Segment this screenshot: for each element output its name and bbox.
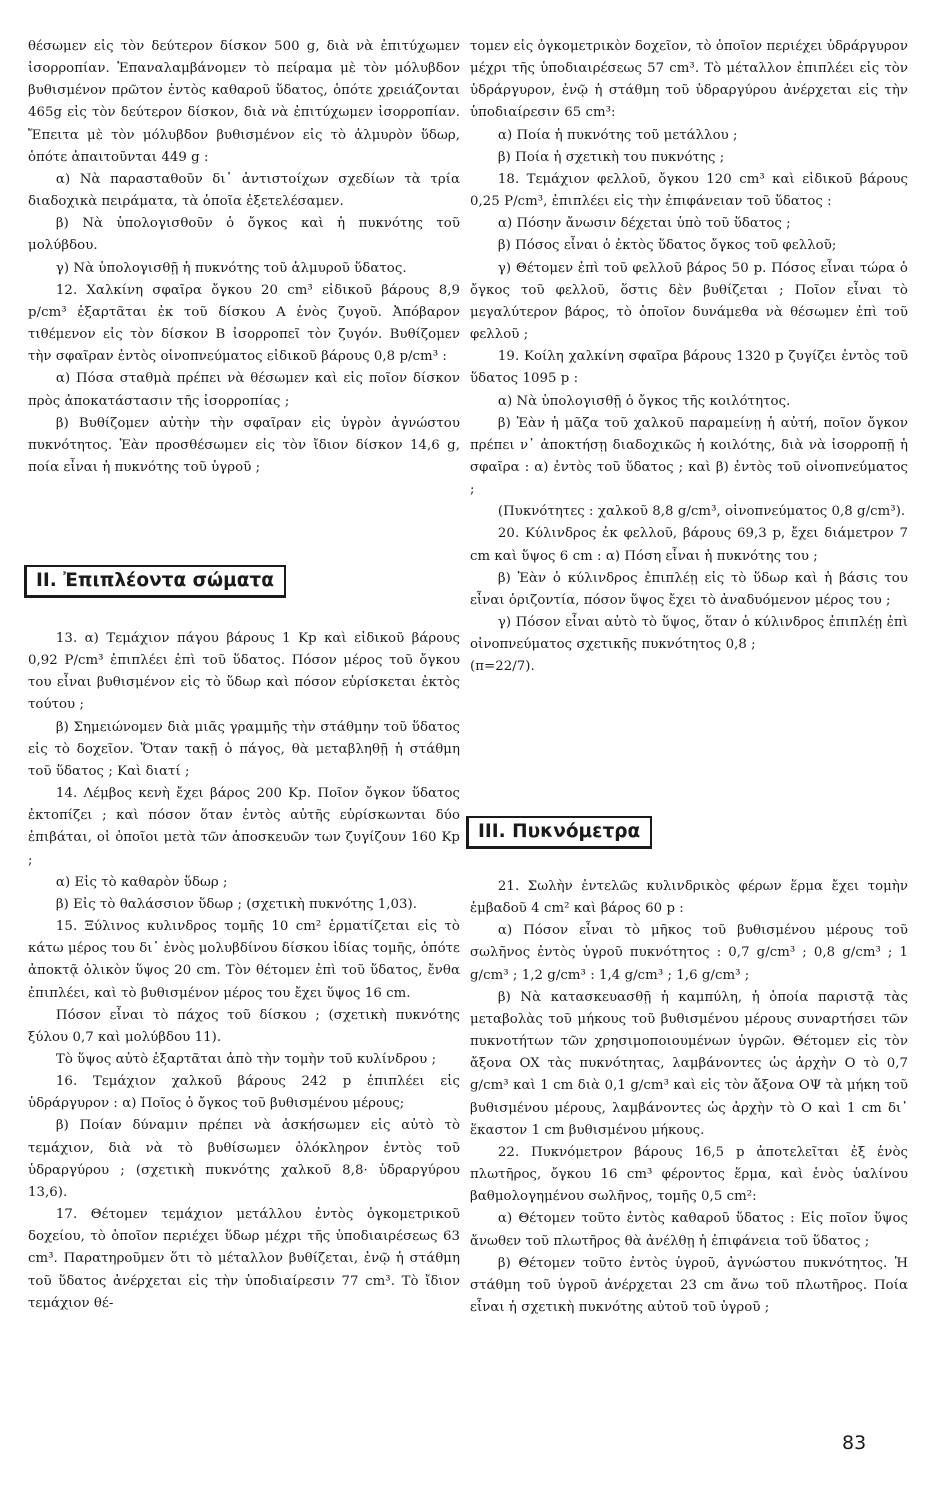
page-number: 83 [842, 1432, 867, 1454]
paragraph: α) Πόσον εἶναι τὸ μῆκος τοῦ βυθισμένου μέρους τοῦ σωλῆνος ἐντὸς ὑγροῦ πυκνότητος : 0,7 g/cm³ ; 0,8 g/cm³ ; 1 g/cm³ ; 1,2 g/cm³ : 1,4 g/cm³ ; 1,6 g/cm³ ; [470, 923, 908, 983]
paragraph: 19. Κοίλη χαλκίνη σφαῖρα βάρους 1320 p ζυγίζει ἐντὸς τοῦ ὕδατος 1095 p : [470, 349, 908, 387]
paragraph: (π=22/7). [470, 659, 535, 675]
paragraph: Πόσον εἶναι τὸ πάχος τοῦ δίσκου ; (σχετικὴ πυκνότης ξύλου 0,7 καὶ μολύβδου 11). [28, 1007, 460, 1045]
paragraph: (Πυκνότητες : χαλκοῦ 8,8 g/cm³, οἰνοπνεύματος 0,8 g/cm³). [497, 504, 906, 520]
section-heading-hydrometers: III. Πυκνόμετρα [466, 816, 652, 849]
right-column-lower [470, 876, 908, 1319]
paragraph: 17. Θέτομεν τεμάχιον μετάλλου ἐντὸς ὀγκομετρικοῦ δοχείου, τὸ ὁποῖον περιέχει ὕδωρ μέχρι τῆς ὑποδιαιρέσεως 63 cm³. Παρατηροῦμεν ὅτι τὸ μέταλλον βυθίζεται, ἐνῷ ἡ στάθμη τοῦ ὕδατος ἀνέρχεται εἰς τὴν ὑποδιαίρεσιν 77 cm³. Τὸ ἴδιον τεμάχιον θέ- [28, 1207, 460, 1311]
paragraph: 22. Πυκνόμετρον βάρους 16,5 p ἀποτελεῖται ἐξ ἑνὸς πλωτῆρος, ὄγκου 16 cm³ φέροντος ἕρμα, καὶ ἑνὸς ὑαλίνου βαθμολογημένου σωλῆνος, τομῆς 0,5 cm²: [470, 1144, 908, 1205]
paragraph: 18. Τεμάχιον φελλοῦ, ὄγκου 120 cm³ καὶ εἰδικοῦ βάρους 0,25 P/cm³, ἐπιπλέει εἰς τὴν ἐπιφάνειαν τοῦ ὕδατος : [470, 171, 908, 210]
paragraph: β) Νὰ ὑπολογισθοῦν ὁ ὄγκος καὶ ἡ πυκνότης τοῦ μολύβδου. [28, 216, 460, 254]
paragraph: γ) Πόσον εἶναι αὐτὸ τὸ ὕψος, ὅταν ὁ κύλινδρος ἐπιπλέῃ ἐπὶ οἰνοπνεύματος σχετικῆς πυκνότητος 0,8 ; [470, 615, 908, 653]
left-column-lower [28, 628, 460, 1315]
left-column [28, 36, 460, 479]
right-column [470, 36, 908, 679]
paragraph: β) Σημειώνομεν διὰ μιᾶς γραμμῆς τὴν στάθμην τοῦ ὕδατος εἰς τὸ δοχεῖον. Ὅταν τακῇ ὁ πάγος, θὰ μεταβληθῇ ἡ στάθμη τοῦ ὕδατος ; Καὶ διατί ; [28, 719, 460, 779]
paragraph: α) Νὰ παρασταθοῦν δι᾽ ἀντιστοίχων σχεδίων τὰ τρία διαδοχικὰ πειράματα, τὰ ὁποῖα ἐξετελέσαμεν. [28, 171, 460, 210]
paragraph: 15. Ξύλινος κυλινδρος τομῆς 10 cm² ἑρματίζεται εἰς τὸ κάτω μέρος του δι᾽ ἑνὸς μολυβδίνου δίσκου ἰδίας τομῆς, ὁπότε ἀποκτᾷ ὁλικὸν ὕψος 20 cm. Τὸν θέτομεν ἐπὶ τοῦ ὕδατος, ἔνθα ἐπιπλέει, καὶ τὸ βυθισμένον μέρος του ἔχει ὕψος 16 cm. [28, 919, 460, 1001]
paragraph: β) Ποία ἡ σχετικὴ του πυκνότης ; [497, 149, 725, 165]
paragraph: β) Ποίαν δύναμιν πρέπει νὰ ἀσκήσωμεν εἰς αὐτὸ τὸ τεμάχιον, διὰ νὰ τὸ βυθίσωμεν ὁλόκληρον ἐντὸς τοῦ ὑδραργύρου ; (σχετικὴ πυκνότης χαλκοῦ 8,8· ὑδραργύρου 13,6). [28, 1118, 460, 1200]
paragraph: α) Πόσην ἄνωσιν δέχεται ὑπὸ τοῦ ὕδατος ; [497, 216, 791, 232]
paragraph: 20. Κύλινδρος ἐκ φελλοῦ, βάρους 69,3 p, ἔχει διάμετρον 7 cm καὶ ὕψος 6 cm : α) Πόση εἶναι ἡ πυκνότης του ; [470, 526, 908, 564]
paragraph: 16. Τεμάχιον χαλκοῦ βάρους 242 p ἐπιπλέει εἰς ὑδράργυρον : α) Ποῖος ὁ ὄγκος τοῦ βυθισμένου μέρους; [28, 1074, 460, 1112]
paragraph: θέσωμεν εἰς τὸν δεύτερον δίσκον 500 g, διὰ νὰ ἐπιτύχωμεν ἰσορροπίαν. Ἐπαναλαμβάνομεν τὸ πείραμα μὲ τὸν μόλυβδον βυθισμένον πρῶτον ἐντὸς καθαροῦ ὕδατος, ὁπότε χρειάζονται 465g εἰς τὸν δεύτερον δίσκον, διὰ νὰ ἐπιτύχωμεν ἰσορροπίαν. Ἔπειτα μὲ τὸν μόλυβδον βυθισμένον εἰς τὸ ἁλμυρὸν ὕδωρ, ὁπότε ἀπαιτοῦνται 449 g : [28, 39, 460, 165]
paragraph: β) Ἐὰν ἡ μᾶζα τοῦ χαλκοῦ παραμείνῃ ἡ αὐτή, ποῖον ὄγκον πρέπει ν᾽ ἀποκτήσῃ διαδοχικῶς ἡ κοιλότης, διὰ νὰ ἰσορροπῇ ἡ σφαῖρα : α) ἐντὸς τοῦ ὕδατος ; καὶ β) ἐντὸς τοῦ οἰνοπνεύματος ; [470, 415, 908, 498]
paragraph: γ) Νὰ ὑπολογισθῇ ἡ πυκνότης τοῦ ἁλμυροῦ ὕδατος. [55, 260, 407, 276]
paragraph: 13. α) Τεμάχιον πάγου βάρους 1 Kp καὶ εἰδικοῦ βάρους 0,92 P/cm³ ἐπιπλέει ἐπὶ τοῦ ὕδατος. Πόσον μέρος τοῦ ὄγκου του εἶναι βυθισμένον εἰς τὸ ὕδωρ καὶ πόσον εὑρίσκεται ἐκτὸς τούτου ; [28, 631, 460, 713]
paragraph: α) Ποία ἡ πυκνότης τοῦ μετάλλου ; [497, 127, 738, 143]
paragraph: α) Νὰ ὑπολογισθῇ ὁ ὄγκος τῆς κοιλότητος. [497, 393, 791, 409]
paragraph: β) Πόσος εἶναι ὁ ἐκτὸς ὕδατος ὄγκος τοῦ φελλοῦ; [497, 238, 837, 254]
paragraph: Τὸ ὕψος αὐτὸ ἐξαρτᾶται ἀπὸ τὴν τομὴν τοῦ κυλίνδρου ; [55, 1051, 437, 1067]
paragraph: α) Πόσα σταθμὰ πρέπει νὰ θέσωμεν καὶ εἰς ποῖον δίσκον πρὸς ἀποκατάστασιν τῆς ἰσορροπίας ; [28, 371, 460, 409]
paragraph: β) Ἐὰν ὁ κύλινδρος ἐπιπλέῃ εἰς τὸ ὕδωρ καὶ ἡ βάσις του εἶναι ὁριζοντία, πόσον ὕψος ἔχει τὸ ἀναδυόμενον μέρος του ; [470, 570, 908, 608]
paragraph: α) Θέτομεν τοῦτο ἐντὸς καθαροῦ ὕδατος : Εἰς ποῖον ὕψος ἄνωθεν τοῦ πλωτῆρος θὰ ἀνέλθῃ ἡ ἐπιφάνεια τοῦ ὕδατος ; [470, 1211, 908, 1249]
paragraph: 12. Χαλκίνη σφαῖρα ὄγκου 20 cm³ εἰδικοῦ βάρους 8,9 p/cm³ ἐξαρτᾶται ἐκ τοῦ δίσκου A ἑνὸς ζυγοῦ. Ἀπόβαρον τιθέμενον εἰς τὸν δίσκον B ἰσορροπεῖ τὸν ζυγόν. Βυθίζομεν τὴν σφαῖραν ἐντὸς οἰνοπνεύματος εἰδικοῦ βάρους 0,8 p/cm³ : [28, 282, 460, 365]
paragraph: β) Βυθίζομεν αὐτὴν τὴν σφαῖραν εἰς ὑγρὸν ἀγνώστου πυκνότητος. Ἐὰν προσθέσωμεν εἰς τὸν ἴδιον δίσκον 14,6 g, ποία εἶναι ἡ πυκνότης τοῦ ὑγροῦ ; [28, 415, 460, 475]
paragraph: 21. Σωλὴν ἐντελῶς κυλινδρικὸς φέρων ἕρμα ἔχει τομὴν ἐμβαδοῦ 4 cm² καὶ βάρος 60 p : [470, 879, 908, 917]
section-heading-floating-bodies: II. Ἐπιπλέοντα σώματα [24, 565, 286, 598]
paragraph: α) Εἰς τὸ καθαρὸν ὕδωρ ; [55, 874, 228, 890]
paragraph: β) Εἰς τὸ θαλάσσιον ὕδωρ ; (σχετικὴ πυκνότης 1,03). [55, 896, 418, 912]
paragraph: γ) Θέτομεν ἐπὶ τοῦ φελλοῦ βάρος 50 p. Πόσος εἶναι τώρα ὁ ὄγκος τοῦ φελλοῦ, ὅστις δὲν βυθίζεται ; Ποῖον εἶναι τὸ μεγαλύτερον βάρος, τὸ ὁποῖον δυνάμεθα νὰ θέσωμεν ἐπὶ τοῦ φελλοῦ ; [470, 260, 908, 343]
paragraph: 14. Λέμβος κενὴ ἔχει βάρος 200 Kp. Ποῖον ὄγκον ὕδατος ἐκτοπίζει ; καὶ πόσον ὅταν ἐντὸς αὐτῆς εὑρίσκωνται δύο ἐπιβάται, οἱ ὁποῖοι μετὰ τῶν ἀποσκευῶν των ζυγίζουν 160 Kp ; [28, 786, 460, 868]
paragraph: τομεν εἰς ὀγκομετρικὸν δοχεῖον, τὸ ὁποῖον περιέχει ὑδράργυρον μέχρι τῆς ὑποδιαιρέσεως 57 cm³. Τὸ μέταλλον ἐπιπλέει εἰς τὸν ὑδράργυρον, ἐνῷ ἡ στάθμη τοῦ ὑδραργύρου ἀνέρχεται εἰς τὴν ὑποδιαίρεσιν 65 cm³: [470, 39, 908, 121]
paragraph: β) Θέτομεν τοῦτο ἐντὸς ὑγροῦ, ἀγνώστου πυκνότητος. Ἡ στάθμη τοῦ ὑγροῦ ἀνέρχεται 23 cm ἄνω τοῦ πλωτῆρος. Ποία εἶναι ἡ σχετικὴ πυκνότης αὐτοῦ τοῦ ὑγροῦ ; [470, 1255, 908, 1315]
paragraph: β) Νὰ κατασκευασθῇ ἡ καμπύλη, ἡ ὁποία παριστᾷ τὰς μεταβολὰς τοῦ μήκους τοῦ βυθισμένου μέρους συναρτήσει τῶν πυκνοτήτων τῶν χρησιμοποιουμένων ὑγρῶν. Θέτομεν εἰς τὸν ἄξονα OX τὰς πυκνότητας, λαμβάνοντες ὡς ἀρχὴν O τὸ 0,7 g/cm³ καὶ 1 cm διὰ 0,1 g/cm³ καὶ εἰς τὸν ἄξονα OΨ τὰ μήκη τοῦ βυθισμένου μέρους, λαμβάνοντες ὡς ἀρχὴν τὸ O καὶ 1 cm δι᾽ ἕκαστον 1 cm βυθισμένου μήκους. [470, 989, 908, 1138]
